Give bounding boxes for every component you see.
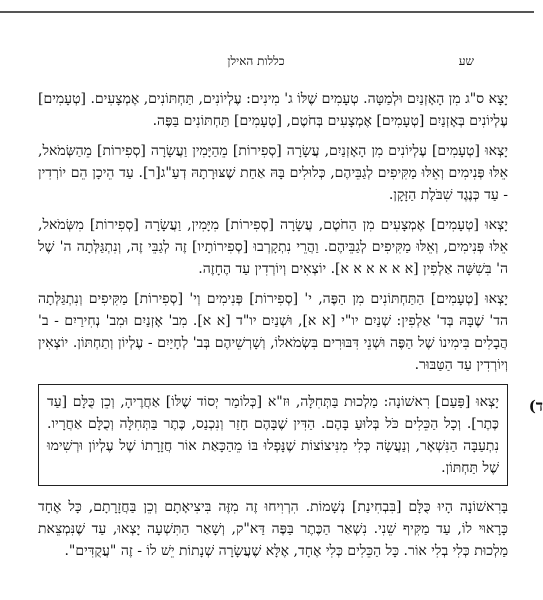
running-title: כללות האילן [227, 54, 285, 68]
paragraph: יָצְאוּ [טְעָמִים] עֶלְיוֹנִים מִן הָאָזְנַיִם, עֲשָׂרָה [סְפִירוֹת] מֵהַיָּמִין וַעֲשָׂרָה [סְפִירוֹת] מֵהַשְּׂמֹאל, אֵלּוּ פְּנִימִים וְאֵלּוּ מַקִּיפִים לְגַבֵּיהֶם, כְּלוּלִים בָּהּ אַחַת שֶׁצּוּרָתָהּ דְעַ"ג[ר]. עַד הֵיכָן הֵם יוֹרְדִין - עַד כְּנֶגֶד שִׁבֹּלֶת הַזָּקָן. [38, 143, 508, 203]
top-rule [0, 11, 534, 13]
paragraph-text: יָצְאוּ [פַּעַם] רִאשׁוֹנָה: מַלְכוּת בַּתְּחִלָּה, וּז"א [כְּלוֹמַר יְסוֹד שֶׁלּוֹ] אַחֲרֶיהָ, וְכֵן כֻּלָּם [עַד כֶּתֶר]. וְכָל הַכֵּלִים כֹּל בְּלוּעַ בָּהֶם. הַדִּין שֶׁבָּהֶם חָזַר וְנִכְנַס, כֶּתֶר בַּתְּחִלָּה וְכֻלָּם אַחֲרָיו. נִתְעַבָּה הַנִּשְׁאָר, וְנַעֲשָׂה כְּלִי מִנִּיצוֹצוֹת שֶׁנָּפְלוּ בּוֹ מֵהַכָּאַת אוֹר חֲזָרָתוֹ שֶׁל עֶלְיוֹן וּרְשִׁימוּ שֶׁל תַּחְתּוֹן. [47, 394, 499, 476]
section-marker: ד) [528, 397, 543, 415]
page-header [38, 54, 474, 74]
boxed-paragraph [38, 384, 543, 486]
paragraph: יָצְאוּ [טְעָמִים] הַתַּחְתּוֹנִים מִן הַפֶּה, י' [סְפִירוֹת] פְּנִימִים וְי' [סְפִירוֹת] מַקִּיפִים וְנִתְגַּלְּתָה הד' שֶׁבָּהּ בְּד' אַלְפִין: שְׁנַיִם יו"י [א א], וּשְׁנַיִם יו"ד [א א]. מִב' אָזְנַיִם וּמִב' נְחִירַיִם - ב' הֲבָלִים בִּימִינוֹ שֶׁל הַפֶּה וּשְׁנֵי דִּבּוּרִים בִּשְׂמֹאלוֹ, וְשָׁרְשֵׁיהֶם בְּב' לְחָיַיִם - עֶלְיוֹן וְתַחְתּוֹן. יוֹצְאִין וְיוֹרְדִין עַד הַטַּבּוּר. [38, 291, 508, 373]
page-body [38, 88, 543, 570]
paragraph: יָצָא ס"ג מִן הָאָזְנַיִם וּלְמַטָּה. טְעָמִים שֶׁלּוֹ ג' מִינִים: עֶלְיוֹנִים, תַּחְתּוֹנִים, אֶמְצָעִים. [טְעָמִים] עֶלְיוֹנִים בְּאָזְנַיִם [טְעָמִים] אֶמְצָעִים בְּחֹטֶם, [טְעָמִים] תַּחְתּוֹנִים בַּפֶּה. [38, 91, 508, 129]
paragraph: יָצְאוּ [טְעָמִים] אֶמְצָעִים מִן הַחֹטֶם, עֲשָׂרָה [סְפִירוֹת] מִיָּמִין, וַעֲשָׂרָה [סְפִירוֹת] מִשְּׂמֹאל, אֵלּוּ פְּנִימִים, וְאֵלּוּ מַקִּיפִים לְגַבֵּיהֶם. וַהֲרֵי נִתְקָרְבוּ [סְפִירוֹתָיו] זֶה לְגַבֵּי זֶה, וְנִתְגַּלְּתָה ה' שֶׁל ה' בִּשִׁשָּׁה אַלְפִין [א א א א א א]. יוֹצְאִים וְיוֹרְדִין עַד הֶחָזֶה. [38, 217, 508, 277]
page-number: שע [458, 54, 474, 68]
paragraph: בָּרִאשׁוֹנָה הָיוּ כֻּלָּם [בִּבְחִינַת] נְשָׁמוֹת. הִרְוִיחוּ זֶה מִזֶּה בִּיצִיאָתָם וְכֵן בַּחֲזָרָתָם, כָּל אֶחָד כָּרָאוּי לוֹ, עַד מַקִּיף שֵׁנִי. נִשְׁאַר הַכֶּתֶר בַּפֶּה דַּא"ק, וְשָׁאַר הַתִּשְׁעָה יָצְאוּ, עַד שֶׁנִּמְצֵאת מַלְכוּת כְּלִי בְלִי אוֹר. כָּל הַכֵּלִים כְּלִי אֶחָד, אֶלָּא שֶׁעֲשָׂרָה שְׁנָתוֹת יֵשׁ לוֹ - זֶה "עֲקֻדִּים". [38, 499, 508, 559]
